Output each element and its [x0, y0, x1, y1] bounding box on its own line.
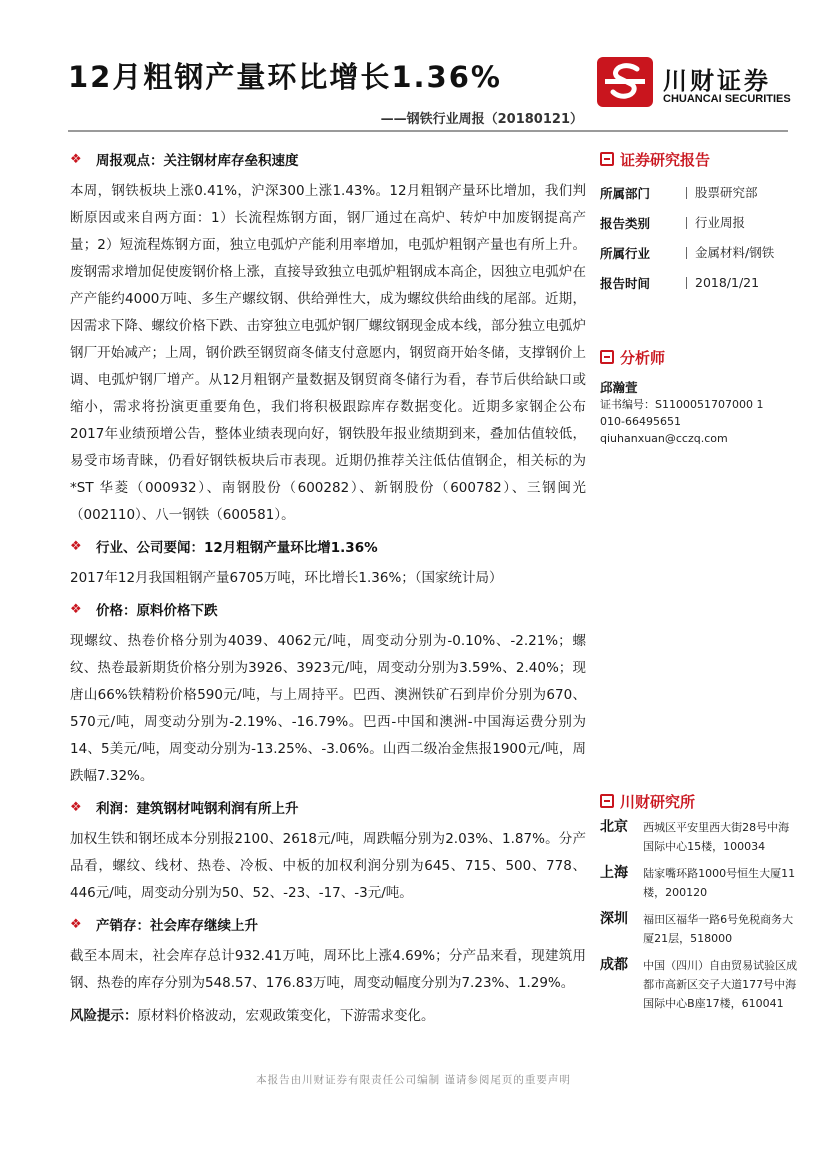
section-view	[70, 148, 586, 529]
institute-heading	[600, 790, 800, 812]
analyst-name: 邱瀚萱	[600, 380, 638, 395]
logo-english-name: CHUANCAI SECURITIES	[663, 93, 791, 105]
office-item	[600, 956, 800, 1013]
page-footer: 本报告由川财证券有限责任公司编制 谨请参阅尾页的重要声明	[256, 1074, 571, 1086]
section-price	[70, 598, 586, 790]
section-heading	[70, 796, 586, 818]
diamond-bullet-icon: ❖	[70, 601, 82, 617]
section-heading	[70, 598, 586, 620]
diamond-bullet-icon: ❖	[70, 916, 82, 932]
section-body: 加权生铁和钢坯成本分别报2100、2618元/吨，周跌幅分别为2.03%、1.87%。分产品看，螺纹、线材、热卷、冷板、中板的加权利润分别为645、715、500、778、446元/吨，周变动分别为50、52、-23、-17、-3元/吨。	[70, 831, 586, 901]
report-info-heading	[600, 148, 800, 170]
page-title: 12月粗钢产量环比增长1.36%	[68, 60, 502, 94]
meta-key: 所属行业	[600, 246, 651, 261]
meta-key: 报告类别	[600, 216, 651, 231]
office-item	[600, 818, 800, 856]
risk-label: 风险提示：	[70, 1008, 138, 1024]
analyst-card	[600, 378, 800, 447]
sidebar-analyst	[600, 346, 800, 447]
section-heading-text: 产销存：社会库存继续上升	[96, 918, 258, 934]
meta-value: 金属材料/钢铁	[686, 247, 774, 259]
document-icon	[600, 152, 614, 166]
office-address: 福田区福华一路6号免税商务大厦21层，518000	[643, 913, 794, 945]
office-city: 成都	[600, 957, 628, 973]
office-city: 上海	[600, 865, 628, 881]
page-subtitle: ——钢铁行业周报（20180121）	[380, 112, 583, 127]
document-icon	[600, 350, 614, 364]
meta-value: 行业周报	[686, 217, 745, 229]
office-item	[600, 864, 800, 902]
section-heading-text: 利润：建筑钢材吨钢利润有所上升	[96, 801, 299, 817]
office-address: 陆家嘴环路1000号恒生大厦11楼，200120	[643, 867, 796, 899]
section-heading	[70, 148, 586, 170]
analyst-email[interactable]: qiuhanxuan@cczq.com	[600, 432, 728, 445]
header-divider	[68, 130, 788, 132]
section-body: 2017年12月我国粗钢产量6705万吨，环比增长1.36%；（国家统计局）	[70, 570, 503, 586]
office-address: 中国（四川）自由贸易试验区成都市高新区交子大道177号中海国际中心B座17楼，610041	[643, 959, 798, 1010]
office-city: 北京	[600, 819, 628, 835]
sidebar-institute	[600, 790, 800, 1021]
office-address: 西城区平安里西大街28号中海国际中心15楼，100034	[643, 821, 790, 853]
section-heading	[70, 913, 586, 935]
section-heading-text: 周报观点：关注钢材库存垒积速度	[96, 153, 299, 169]
diamond-bullet-icon: ❖	[70, 151, 82, 167]
analyst-phone: 010-66495651	[600, 415, 681, 428]
diamond-bullet-icon: ❖	[70, 538, 82, 554]
section-inventory	[70, 913, 586, 997]
office-item	[600, 910, 800, 948]
meta-key: 报告时间	[600, 276, 651, 291]
analyst-heading	[600, 346, 800, 368]
risk-text: 原材料价格波动，宏观政策变化，下游需求变化。	[137, 1008, 435, 1024]
meta-row	[600, 208, 800, 238]
meta-key: 所属部门	[600, 186, 651, 201]
institute-heading-text: 川财研究所	[620, 792, 696, 811]
analyst-cert: 证书编号：S1100051707000 1	[600, 398, 764, 411]
logo-chinese-name: 川财证券	[663, 67, 771, 95]
section-news	[70, 535, 586, 592]
risk-warning	[70, 1003, 586, 1030]
report-info-heading-text: 证券研究报告	[620, 150, 711, 169]
analyst-heading-text: 分析师	[620, 348, 666, 367]
section-profit	[70, 796, 586, 907]
section-body: 截至本周末，社会库存总计932.41万吨，周环比上涨4.69%；分产品来看，现建筑用钢、热卷的库存分别为548.57、176.83万吨，周变动幅度分别为7.23%、1.29%。	[70, 948, 586, 991]
report-meta	[600, 178, 800, 298]
main-content	[70, 148, 586, 1030]
meta-value: 股票研究部	[686, 187, 758, 199]
chuancai-logo-icon	[597, 57, 653, 107]
document-icon	[600, 794, 614, 808]
diamond-bullet-icon: ❖	[70, 799, 82, 815]
section-body: 现螺纹、热卷价格分别为4039、4062元/吨，周变动分别为-0.10%、-2.21%；螺纹、热卷最新期货价格分别为3926、3923元/吨，周变动分别为3.59%、2.40%；现唐山66%铁精粉价格590元/吨，与上周持平。巴西、澳洲铁矿石到岸价分别为670、570元/吨，周变动分别为-2.19%、-16.79%。巴西-中国和澳洲-中国海运费分别为14、5美元/吨，周变动分别为-13.25%、-3.06%。山西二级冶金焦报1900元/吨，周跌幅7.32%。	[70, 633, 586, 784]
office-list	[600, 818, 800, 1013]
meta-value: 2018/1/21	[686, 277, 759, 289]
section-body: 本周，钢铁板块上涨0.41%，沪深300上涨1.43%。12月粗钢产量环比增加，我们判断原因或来自两方面：1）长流程炼钢方面，钢厂通过在高炉、转炉中加废钢提高产量；2）短流程炼钢方面，独立电弧炉产能利用率增加，电弧炉粗钢产量也有所上升。废钢需求增加促使废钢价格上涨，直接导致独立电弧炉粗钢成本高企，因独立电弧炉在产产能约4000万吨、多生产螺纹钢、供给弹性大，成为螺纹供给曲线的尾部。近期，因需求下降、螺纹价格下跌、击穿独立电弧炉钢厂螺纹钢现金成本线，部分独立电弧炉钢厂开始减产；上周，钢价跌至钢贸商冬储支付意愿内，钢贸商开始冬储，支撑钢价上调、电弧炉钢厂增产。从12月粗钢产量数据及钢贸商冬储行为看，春节后供给缺口或缩小，需求将扮演更重要角色，我们将积极跟踪库存数据变化。近期多家钢企公布2017年业绩预增公告，整体业绩表现向好，钢铁股年报业绩期到来，叠加估值较低，易受市场青睐，仍看好钢铁板块后市表现。近期仍推荐关注低估值钢企，相关标的为*ST 华菱（000932）、南钢股份（600282）、新钢股份（600782）、三钢闽光（002110）、八一钢铁（600581）。	[70, 183, 586, 523]
section-heading	[70, 535, 586, 557]
meta-row	[600, 268, 800, 298]
sidebar-report-info	[600, 148, 800, 298]
company-logo	[597, 55, 797, 115]
section-heading-text: 行业、公司要闻：12月粗钢产量环比增1.36%	[96, 540, 378, 556]
meta-row	[600, 238, 800, 268]
meta-row	[600, 178, 800, 208]
section-heading-text: 价格：原料价格下跌	[96, 603, 218, 619]
office-city: 深圳	[600, 911, 628, 927]
